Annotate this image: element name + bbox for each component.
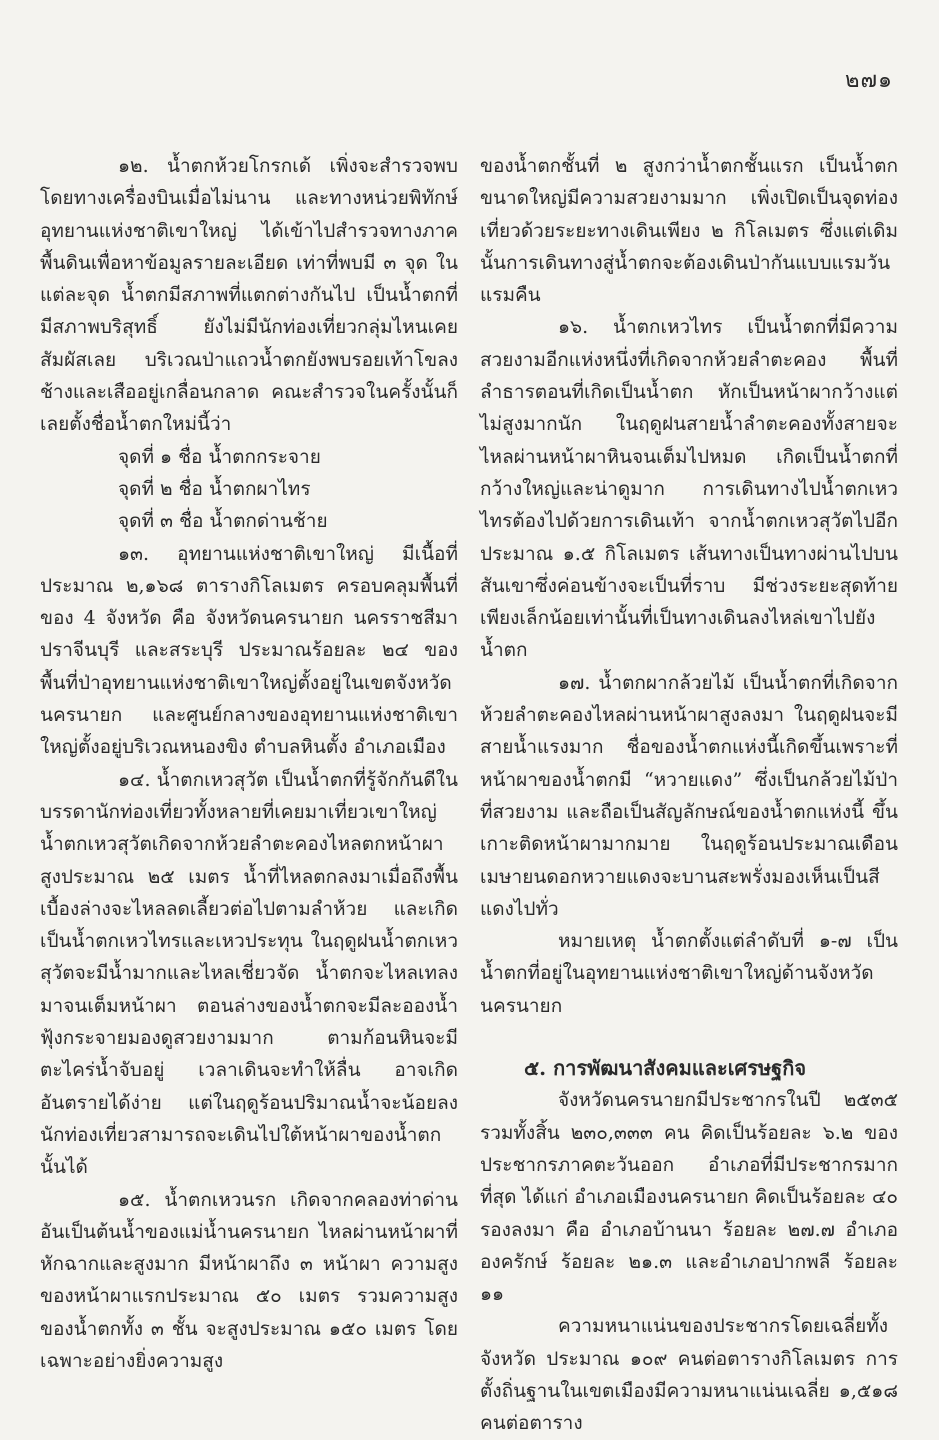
spot-2: จุดที่ ๒ ชื่อ น้ำตกผาไทร [118, 477, 311, 500]
spot-3: จุดที่ ๓ ชื่อ น้ำตกด่านช้าย [118, 510, 328, 533]
paragraph-waterfall-15-continued: ของน้ำตกชั้นที่ ๒ สูงกว่าน้ำตกชั้นแรก เป็นน้ำตกขนาดใหญ่มีความสวยงามมาก เพิ่งเปิดเป็นจุดท่องเที่ยวด้วยระยะทางเดินเพียง ๒ กิโลเมตร ซึ่งแต่เดิมนั้นการเดินทางสู่น้ำตกจะต้องเดินป่ากันแบบแรมวันแรมคืน [480, 155, 898, 307]
paragraph-population: จังหวัดนครนายกมีประชากรในปี ๒๕๓๕ รวมทั้งสิ้น ๒๓๐,๓๓๓ คน คิดเป็นร้อยละ ๖.๒ ของประชากรภาคตะวันออก อำเภอที่มีประชากรมากที่สุด ได้แก่ อำเภอเมืองนครนายก คิดเป็นร้อยละ ๔๐ รองลงมา คือ อำเภอบ้านนา ร้อยละ ๒๗.๗ อำเภอองครักษ์ ร้อยละ ๒๑.๓ และอำเภอปากพลี ร้อยละ ๑๑ [480, 1089, 898, 1306]
left-column [40, 150, 458, 1377]
page-number: ๒๗๑ [844, 68, 893, 93]
spot-1: จุดที่ ๑ ชื่อ น้ำตกกระจาย [118, 445, 321, 468]
paragraph-waterfall-15: ๑๕. น้ำตกเหวนรก เกิดจากคลองท่าด่าน อันเป็นต้นน้ำของแม่น้ำนครนายก ไหลผ่านหน้าผาที่หักฉากและสูงมาก มีหน้าผาถึง ๓ หน้าผา ความสูงของหน้าผาแรกประมาณ ๕๐ เมตร รวมความสูงของน้ำตกทั้ง ๓ ชั้น จะสูงประมาณ ๑๕๐ เมตร โดยเฉพาะอย่างยิ่งความสูง [40, 1188, 458, 1372]
paragraph-waterfall-14: ๑๔. น้ำตกเหวสุวัต เป็นน้ำตกที่รู้จักกันดีในบรรดานักท่องเที่ยวทั้งหลายที่เคยมาเที่ยวเขาใหญ่ น้ำตกเหวสุวัตเกิดจากห้วยลำตะคองไหลตกหน้าผาสูงประมาณ ๒๕ เมตร น้ำที่ไหลตกลงมาเมื่อถึงพื้นเบื้องล่างจะไหลลดเลี้ยวต่อไปตามลำห้วย และเกิดเป็นน้ำตกเหวไทรและเหวประทุน ในฤดูฝนน้ำตกเหวสุวัตจะมีน้ำมากและไหลเชี่ยวจัด น้ำตกจะไหลเทลงมาจนเต็มหน้าผา ตอนล่างของน้ำตกจะมีละอองน้ำฟุ้งกระจายมองดูสวยงามมาก ตามก้อนหินจะมีตะไคร่น้ำจับอยู่ เวลาเดินจะทำให้ลื่น อาจเกิดอันตรายได้ง่าย แต่ในฤดูร้อนปริมาณน้ำจะน้อยลง นักท่องเที่ยวสามารถจะเดินไปใต้หน้าผาของน้ำตกนั้นได้ [40, 768, 458, 1179]
paragraph-waterfall-17: ๑๗. น้ำตกผากล้วยไม้ เป็นน้ำตกที่เกิดจากห้วยลำตะคองไหลผ่านหน้าผาสูงลงมา ในฤดูฝนจะมีสายน้ำแรงมาก ชื่อของน้ำตกแห่งนี้เกิดขึ้นเพราะที่หน้าผาของน้ำตกมี “หวายแดง” ซึ่งเป็นกล้วยไม้ป่าที่สวยงาม และถือเป็นสัญลักษณ์ของน้ำตกแห่งนี้ ขึ้นเกาะติดหน้าผามากมาย ในฤดูร้อนประมาณเดือนเมษายนดอกหวายแดงจะบานสะพรั่งมองเห็นเป็นสีแดงไปทั่ว [480, 671, 898, 920]
paragraph-park-13: ๑๓. อุทยานแห่งชาติเขาใหญ่ มีเนื้อที่ประมาณ ๒,๑๖๘ ตารางกิโลเมตร ครอบคลุมพื้นที่ของ 4 จังหวัด คือ จังหวัดนครนายก นครราชสีมา ปราจีนบุรี และสระบุรี ประมาณร้อยละ ๒๔ ของพื้นที่ป่าอุทยานแห่งชาติเขาใหญ่ตั้งอยู่ในเขตจังหวัดนครนายก และศูนย์กลางของอุทยานแห่งชาติเขาใหญ่ตั้งอยู่บริเวณหนองขิง ตำบลหินตั้ง อำเภอเมือง [40, 542, 458, 759]
paragraph-waterfall-16: ๑๖. น้ำตกเหวไทร เป็นน้ำตกที่มีความสวยงามอีกแห่งหนึ่งที่เกิดจากห้วยลำตะคอง พื้นที่ลำธารตอนที่เกิดเป็นน้ำตก หักเป็นหน้าผากว้างแต่ไม่สูงมากนัก ในฤดูฝนสายน้ำลำตะคองทั้งสายจะไหลผ่านหน้าผาหินจนเต็มไปหมด เกิดเป็นน้ำตกที่กว้างใหญ่และน่าดูมาก การเดินทางไปน้ำตกเหวไทรต้องไปด้วยการเดินเท้า จากน้ำตกเหวสุวัตไปอีกประมาณ ๑.๕ กิโลเมตร เส้นทางเป็นทางผ่านไปบนสันเขาซึ่งค่อนข้างจะเป็นที่ราบ มีช่วงระยะสุดท้ายเพียงเล็กน้อยเท่านั้นที่เป็นทางเดินลงไหล่เขาไปยังน้ำตก [480, 316, 898, 662]
paragraph-waterfall-12: ๑๒. น้ำตกห้วยโกรกเด้ เพิ่งจะสำรวจพบโดยทางเครื่องบินเมื่อไม่นาน และทางหน่วยพิทักษ์อุทยานแห่งชาติเขาใหญ่ ได้เข้าไปสำรวจทางภาคพื้นดินเพื่อหาข้อมูลรายละเอียด เท่าที่พบมี ๓ จุด ในแต่ละจุด น้ำตกมีสภาพที่แตกต่างกันไป เป็นน้ำตกที่มีสภาพบริสุทธิ์ ยังไม่มีนักท่องเที่ยวกลุ่มไหนเคยสัมผัสเลย บริเวณป่าแถวน้ำตกยังพบรอยเท้าโขลงช้างและเสืออยู่เกลื่อนกลาด คณะสำรวจในครั้งนั้นก็เลยตั้งชื่อน้ำตกใหม่นี้ว่า [40, 155, 458, 436]
paragraph-density: ความหนาแน่นของประชากรโดยเฉลี่ยทั้งจังหวัด ประมาณ ๑๐๙ คนต่อตารางกิโลเมตร การตั้งถิ่นฐานในเขตเมืองมีความหนาแน่นเฉลี่ย ๑,๕๑๘ คนต่อตาราง [480, 1315, 898, 1435]
section-heading: ๕. การพัฒนาสังคมและเศรษฐกิจ [524, 1056, 807, 1081]
right-column [480, 150, 898, 1440]
note-paragraph: หมายเหตุ น้ำตกตั้งแต่ลำดับที่ ๑-๗ เป็นน้ำตกที่อยู่ในอุทยานแห่งชาติเขาใหญ่ด้านจังหวัดนครนายก [480, 930, 898, 1017]
